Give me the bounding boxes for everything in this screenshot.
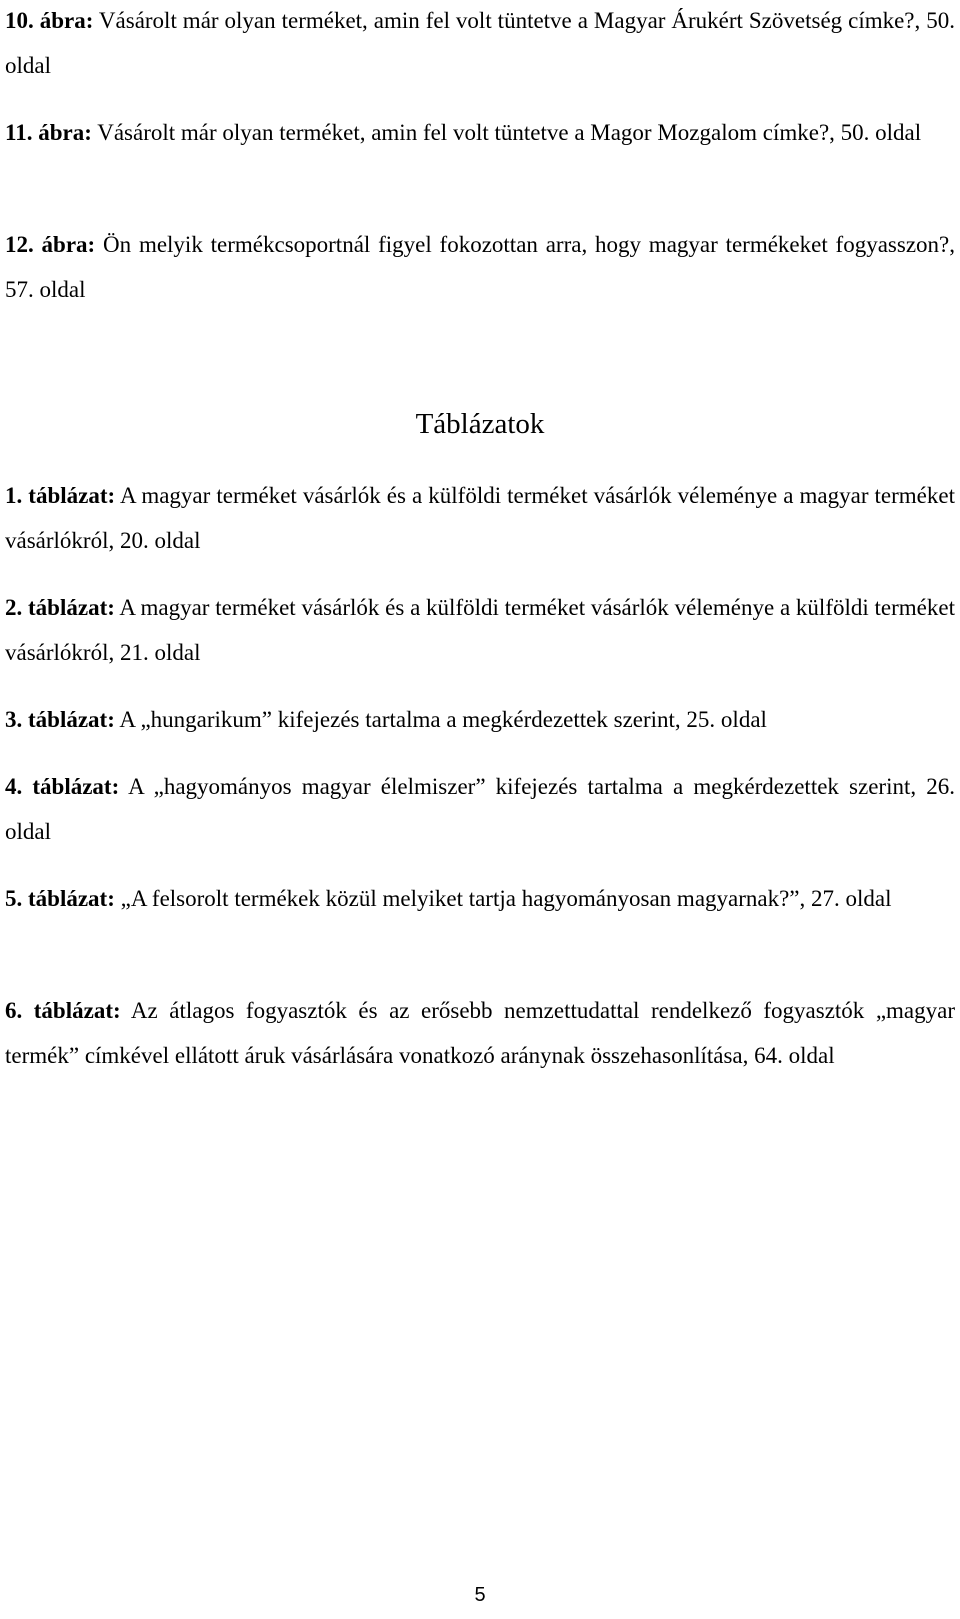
- figure-label: 11. ábra:: [5, 120, 92, 145]
- table-entry-3: [5, 697, 955, 742]
- table-entry-5: [5, 876, 955, 921]
- table-entry-2: [5, 585, 955, 675]
- figure-entry-12: [5, 222, 955, 312]
- table-caption: A magyar terméket vásárlók és a külföldi terméket vásárlók véleménye a külföldi terméket vásárlókról, 21. oldal: [5, 595, 955, 665]
- document-page: [5, 0, 955, 1619]
- table-entry-1: [5, 473, 955, 563]
- table-caption: A magyar terméket vásárlók és a külföldi terméket vásárlók véleménye a magyar terméket vásárlókról, 20. oldal: [5, 483, 955, 553]
- table-label: 3. táblázat:: [5, 707, 115, 732]
- table-entry-6: [5, 988, 955, 1078]
- table-caption: „A felsorolt termékek közül melyiket tartja hagyományosan magyarnak?”, 27. oldal: [114, 886, 892, 911]
- table-label: 5. táblázat:: [5, 886, 115, 911]
- table-label: 4. táblázat:: [5, 774, 120, 799]
- table-caption: A „hungarikum” kifejezés tartalma a megkérdezettek szerint, 25. oldal: [114, 707, 767, 732]
- table-label: 2. táblázat:: [5, 595, 115, 620]
- table-caption: A „hagyományos magyar élelmiszer” kifejezés tartalma a megkérdezettek szerint, 26. oldal: [5, 774, 955, 844]
- figure-caption: Ön melyik termékcsoportnál figyel fokozottan arra, hogy magyar termékeket fogyasszon?, 57. oldal: [5, 232, 955, 302]
- page-number: 5: [474, 1584, 486, 1606]
- figure-caption: Vásárolt már olyan terméket, amin fel volt tüntetve a Magyar Árukért Szövetség címke?, 50. oldal: [5, 8, 955, 78]
- table-label: 6. táblázat:: [5, 998, 121, 1023]
- figure-label: 12. ábra:: [5, 232, 96, 257]
- figure-label: 10. ábra:: [5, 8, 94, 33]
- table-label: 1. táblázat:: [5, 483, 116, 508]
- section-title-tables: Táblázatok: [415, 408, 545, 440]
- table-entry-4: [5, 764, 955, 854]
- table-caption: Az átlagos fogyasztók és az erősebb nemzettudattal rendelkező fogyasztók „magyar termék” címkével ellátott áruk vásárlására vonatkozó aránynak összehasonlítása, 64. oldal: [5, 998, 956, 1068]
- figure-caption: Vásárolt már olyan terméket, amin fel volt tüntetve a Magor Mozgalom címke?, 50. oldal: [91, 120, 922, 145]
- figure-entry-11: [5, 110, 955, 155]
- figure-entry-10: [5, 0, 955, 88]
